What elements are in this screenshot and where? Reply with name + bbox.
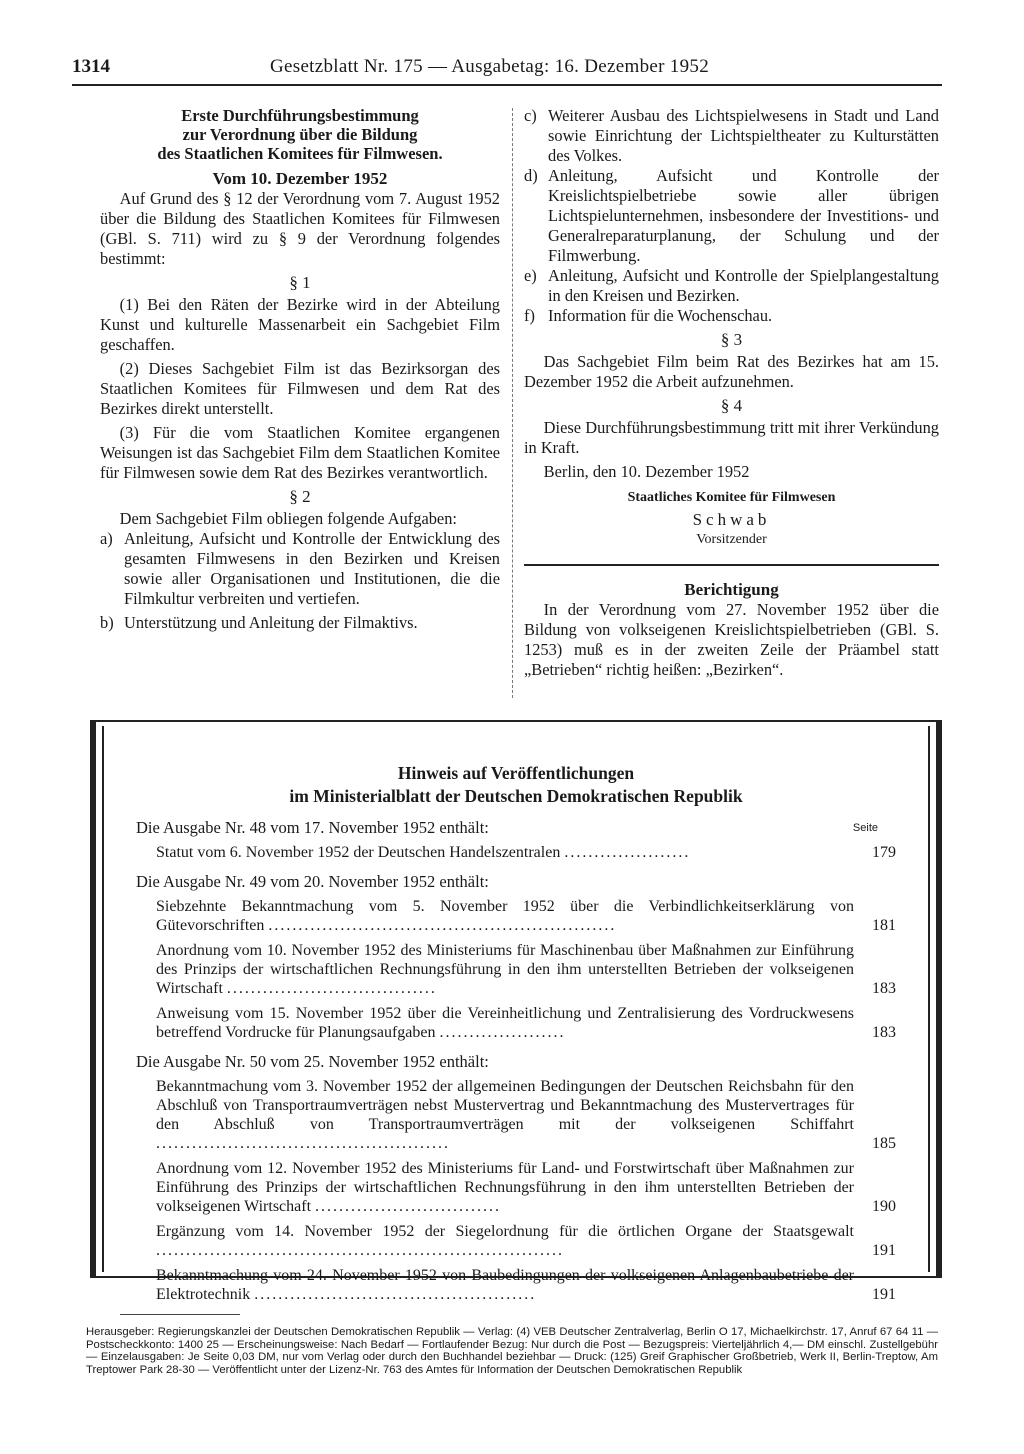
list-marker: b) (100, 613, 114, 632)
section-3-label: § 3 (720, 330, 743, 349)
section-2-intro: Dem Sachgebiet Film obliegen folgende Aufgaben: (119, 509, 457, 528)
publication-entry (156, 1077, 896, 1153)
publication-title: Statut vom 6. November 1952 der Deutschen Handelszentralen ..................... (156, 844, 691, 861)
section-4-text: Diese Durchführungsbestimmung tritt mit ihrer Verkündung in Kraft. (524, 418, 939, 457)
publication-entry (156, 843, 896, 862)
notice-content (136, 818, 896, 1310)
list-text: Anleitung, Aufsicht und Kontrolle der Spielplangestaltung in den Kreisen und Bezirken. (548, 266, 939, 305)
publication-page: 191 (872, 1286, 896, 1303)
publication-entry (156, 1004, 896, 1042)
publication-entry (156, 1159, 896, 1216)
section-rule (524, 564, 939, 566)
decree-heading-line: des Staatlichen Komitees für Filmwesen. (157, 144, 443, 163)
right-column (524, 106, 939, 680)
notice-title-line: Hinweis auf Veröffentlichungen (397, 763, 635, 783)
publication-entry (156, 941, 896, 998)
section-1-label: § 1 (289, 273, 311, 292)
left-column (100, 106, 500, 633)
list-text: Unterstützung und Anleitung der Filmaktivs. (124, 613, 418, 632)
preamble: Auf Grund des § 12 der Verordnung vom 7. August 1952 über die Bildung des Staatlichen Komitees für Filmwesen (GBl. S. 711) wird zu § 9 der Verordnung folgendes bestimmt: (100, 189, 500, 268)
publication-title: Siebzehnte Bekanntmachung vom 5. November 1952 über die Verbindlichkeitserklärung von Gütevorschriften .......................................................... (156, 898, 854, 934)
section-1-paragraph-2: (2) Dieses Sachgebiet Film ist das Bezirksorgan des Staatlichen Komitees für Filmwesen und dem Rat des Bezirkes direkt unterstellt. (100, 359, 500, 418)
list-item (100, 529, 500, 609)
publication-page: 181 (872, 917, 896, 934)
list-item (100, 613, 500, 633)
section-3-text: Das Sachgebiet Film beim Rat des Bezirkes hat am 15. Dezember 1952 die Arbeit aufzunehmen. (524, 352, 939, 391)
publications-notice-box (90, 720, 942, 1303)
page-number: 1314 (72, 56, 110, 77)
list-text: Information für die Wochenschau. (548, 306, 773, 325)
header-rule (72, 84, 942, 86)
place-date: Berlin, den 10. Dezember 1952 (543, 462, 750, 481)
publication-entry (156, 1266, 896, 1304)
column-divider (512, 108, 513, 698)
notice-title-line: im Ministerialblatt der Deutschen Demokratischen Republik (289, 786, 743, 806)
decree-heading-line: Erste Durchführungsbestimmung (181, 106, 419, 125)
list-item (524, 266, 939, 306)
publication-title: Anordnung vom 10. November 1952 des Ministeriums für Maschinenbau über Maßnahmen zur Einführung des Prinzips der wirtschaftlichen Rechnungsführung in den ihm unterstellten Betrieben der volkseigenen Wirtschaft ................................... (156, 942, 854, 997)
section-2-label: § 2 (289, 487, 311, 506)
correction-text: In der Verordnung vom 27. November 1952 über die Bildung von volkseigenen Kreislichtspielbetrieben (GBl. S. 1253) muß es in der zweiten Zeile der Präambel statt „Betrieben“ richtig heißen: „Bezirken“. (524, 600, 939, 679)
list-item (524, 166, 939, 266)
issue-heading: Die Ausgabe Nr. 50 vom 25. November 1952 enthält: (136, 1052, 489, 1071)
decree-heading (100, 106, 500, 163)
running-header: Gesetzblatt Nr. 175 — Ausgabetag: 16. Dezember 1952 (270, 56, 709, 77)
issue-heading: Die Ausgabe Nr. 48 vom 17. November 1952 enthält: (136, 818, 489, 837)
publication-page: 185 (872, 1135, 896, 1152)
footer-rule (120, 1314, 240, 1315)
section-1-paragraph-3: (3) Für die vom Staatlichen Komitee ergangenen Weisungen ist das Sachgebiet Film dem Staatlichen Komitee für Filmwesen sowie dem Rat des Bezirkes verantwortlich. (100, 423, 500, 482)
publication-title: Bekanntmachung vom 3. November 1952 der allgemeinen Bedingungen der Deutschen Reichsbahn für den Abschluß von Transportraumverträgen nebst Mustervertrag und Bekanntmachung des Mustervertrages für den Abschluß von Transportraumverträgen mit der volkseigenen Schiffahrt ................................................. (156, 1078, 854, 1152)
imprint-footer: Herausgeber: Regierungskanzlei der Deutschen Demokratischen Republik — Verlag: (4) VEB Deutscher Zentralverlag, Berlin O 17, Michaelkirchstr. 17, Anruf 67 64 11 — Postscheckkonto: 1400 25 — Erscheinungsweise: Nach Bedarf — Fortlaufender Bezug: Nur durch die Post — Bezugspreis: Vierteljährlich 4,— DM einschl. Zustellgebühr — Einzelausgaben: Je Seite 0,03 DM, nur vom Verlag oder durch den Buchhandel beziehbar — Druck: (125) Greif Graphischer Großbetrieb, Werk II, Berlin-Treptow, Am Treptower Park 28-30 — Veröffentlicht unter der Lizenz-Nr. 763 des Amtes für Information der Deutschen Demokratischen Republik (86, 1326, 938, 1376)
list-marker: a) (100, 529, 113, 548)
list-text: Anleitung, Aufsicht und Kontrolle der Kreislichtspielbetriebe sowie aller übrigen Lichtspielunternehmen, insbesondere der Investitions- und Generalreparaturplanung, der Schulung und der Filmwerbung. (548, 166, 939, 265)
publication-page: 183 (872, 1024, 896, 1041)
publication-page: 179 (872, 844, 896, 861)
notice-title (96, 762, 936, 808)
publication-title: Bekanntmachung vom 24. November 1952 von Baubedingungen der volkseigenen Anlagenbaubetriebe der Elektrotechnik ............................................... (156, 1267, 854, 1303)
list-text: Anleitung, Aufsicht und Kontrolle der Entwicklung des gesamten Filmwesens in den Bezirken und Kreisen sowie aller Organisationen und Institutionen, die die Filmkultur verbreiten und vertiefen. (124, 529, 500, 608)
decree-heading-line: zur Verordnung über die Bildung (182, 125, 418, 144)
section-1-paragraph-1: (1) Bei den Räten der Bezirke wird in der Abteilung Kunst und kulturelle Massenarbeit ein Sachgebiet Film geschaffen. (100, 295, 500, 354)
publication-entry (156, 1222, 896, 1260)
correction-title: Berichtigung (684, 580, 779, 599)
signature-organization: Staatliches Komitee für Filmwesen (627, 490, 836, 505)
publication-entry (156, 897, 896, 935)
publication-page: 190 (872, 1198, 896, 1215)
publication-page: 191 (872, 1242, 896, 1259)
list-text: Weiterer Ausbau des Lichtspielwesens in Stadt und Land sowie Einrichtung der Lichtspieltheater zu Kulturstätten des Volkes. (548, 106, 939, 165)
list-marker: e) (524, 266, 537, 285)
signature-name: Schwab (692, 510, 771, 529)
page-column-label: Seite (852, 822, 878, 834)
issue-heading: Die Ausgabe Nr. 49 vom 20. November 1952 enthält: (136, 872, 489, 891)
list-item (524, 306, 939, 326)
list-marker: d) (524, 166, 538, 185)
list-item (524, 106, 939, 166)
publication-page: 183 (872, 980, 896, 997)
section-4-label: § 4 (720, 396, 743, 415)
list-marker: c) (524, 106, 537, 125)
decree-date: Vom 10. Dezember 1952 (212, 169, 388, 188)
publication-title: Anordnung vom 12. November 1952 des Ministeriums für Land- und Forstwirtschaft über Maßnahmen zur Einführung des Prinzips der wirtschaftlichen Rechnungsführung in den ihm unterstellten Betrieben der volkseigenen Wirtschaft ............................... (156, 1160, 854, 1215)
publication-title: Ergänzung vom 14. November 1952 der Siegelordnung für die örtlichen Organe der Staatsgewalt .................................................................... (156, 1223, 854, 1259)
signature-role: Vorsitzender (696, 532, 767, 547)
publication-title: Anweisung vom 15. November 1952 über die Vereinheitlichung und Zentralisierung des Vordruckwesens betreffend Vordrucke für Planungsaufgaben ..................... (156, 1005, 854, 1041)
list-marker: f) (524, 306, 535, 325)
